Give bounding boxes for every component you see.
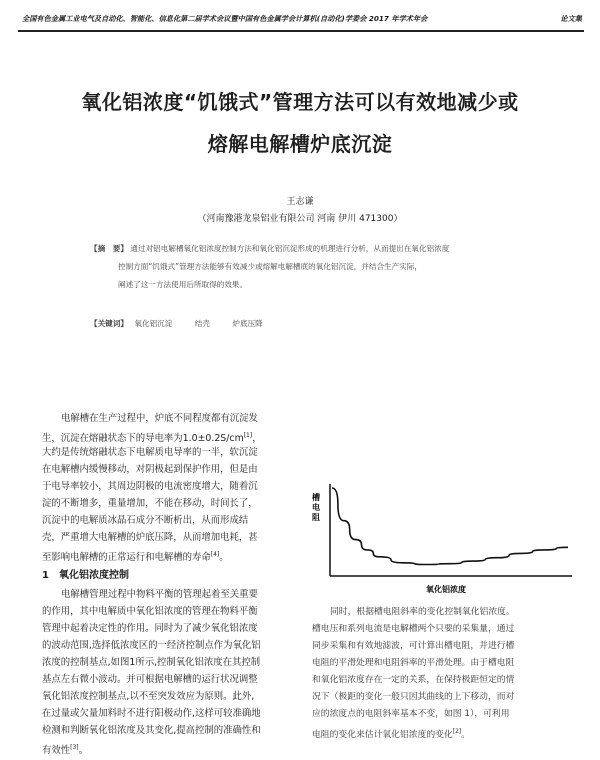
abstract-line: 控制方面“饥饿式”管理方法能够有效减少或熔解电解槽底的氧化铝沉淀，并结合生产实际， bbox=[118, 262, 423, 271]
keyword: 炉底压降 bbox=[232, 319, 263, 328]
paragraph-line: 和氧化铝浓度存在一定的关系，在保持极距恒定的情 bbox=[312, 675, 515, 685]
abstract-line bbox=[90, 240, 520, 258]
paragraph-line: 在过量或欠量加料时不进行阳极动作,这样可较准确地 bbox=[42, 708, 261, 719]
page-header bbox=[22, 14, 582, 28]
keyword: 氧化铝沉淀 bbox=[134, 319, 173, 328]
title-line-2: 熔解电解槽炉底沉淀 bbox=[207, 132, 393, 156]
body-left-para-1 bbox=[42, 410, 294, 563]
paragraph-line: 于电导率较小，其周边阴极的电流密度增大，随着沉 bbox=[42, 481, 258, 492]
header-rule bbox=[18, 30, 584, 32]
paragraph-line: 在电解槽内缓慢移动，对阴极起到保护作用，但是由 bbox=[42, 464, 258, 475]
paragraph-line: 的波动范围,选择低浓度区的一经济控制点作为氧化铝 bbox=[42, 640, 261, 651]
paragraph-line: 电解槽在生产过程中，炉底不同程度都有沉淀发 bbox=[61, 413, 258, 424]
author-affiliation: （河南豫港龙泉铝业有限公司 河南 伊川 471300） bbox=[197, 214, 403, 224]
paragraph-line: 浓度的控制基点,如图1所示,控制氧化铝浓度在其控制 bbox=[42, 657, 261, 668]
paragraph-line: 大约是传统熔融状态下电解质电导率的一半，软沉淀 bbox=[42, 447, 258, 458]
reference-marker: [2] bbox=[452, 728, 462, 735]
author-name: 王志谦 bbox=[286, 197, 314, 207]
paragraph-line: 电解槽管理过程中物料平衡的管理起着至关重要 bbox=[61, 589, 258, 600]
paragraph-line: 管理中起着决定性的作用。同时为了减少氧化铝浓度 bbox=[42, 623, 258, 634]
keyword: 结壳 bbox=[194, 319, 210, 328]
reference-marker: [4] bbox=[210, 551, 220, 558]
paragraph-line: 况下（极距的变化一般只因其曲线的上下移动，而对 bbox=[312, 692, 515, 702]
paragraph-line: 槽电压和系列电流是电解槽两个只要的采集量，通过 bbox=[312, 624, 515, 634]
reference-marker: [3] bbox=[70, 744, 79, 751]
abstract-label: 【摘 要】 bbox=[90, 244, 128, 253]
paragraph-line bbox=[42, 427, 294, 444]
paragraph-line: 同时，根据槽电阻斜率的变化控制氧化铝浓度。 bbox=[330, 607, 515, 617]
x-axis-label: 氧化铝浓度 bbox=[426, 585, 466, 594]
resistance-curve bbox=[332, 488, 568, 565]
y-axis-label-char: 电 bbox=[312, 503, 320, 512]
y-axis-label bbox=[312, 492, 323, 522]
keywords bbox=[90, 318, 279, 329]
paragraph-line: 检测和判断氧化铝浓度及其变化,提高控制的准确性和 bbox=[42, 725, 261, 736]
y-axis-label-char: 槽 bbox=[312, 493, 320, 502]
paragraph-line: 有效性[3]。 bbox=[42, 744, 89, 756]
paragraph-line-text: 生，沉淀在熔融状态下的导电率为1.0±0.2S/cm[1]， bbox=[42, 432, 262, 444]
header-section: 论文集 bbox=[560, 14, 582, 23]
paragraph-line: 壳，严重增大电解槽的炉底压降，从而增加电耗，甚 bbox=[42, 532, 258, 543]
abstract bbox=[90, 240, 520, 294]
resistance-chart bbox=[306, 480, 578, 600]
paragraph-line: 沉淀中的电解质冰晶石成分不断析出，从而形成结 bbox=[42, 515, 249, 526]
title-line-1: 氧化铝浓度“饥饿式”管理方法可以有效地减少或 bbox=[81, 90, 519, 114]
y-axis-label-char: 阻 bbox=[312, 513, 320, 522]
abstract-text: 通过对铝电解槽氧化铝浓度控制方法和氧化铝沉淀形成的机理进行分析，从而提出在氧化铝浓度 bbox=[130, 244, 450, 253]
section-title: 1 氧化铝浓度控制 bbox=[42, 570, 129, 581]
keywords-label: 【关键词】 bbox=[90, 319, 128, 328]
paragraph-line: 氧化铝浓度控制基点,以不至突发效应为原则。此外, bbox=[42, 691, 255, 702]
paragraph-line: 电阻的平滑处理和电阻斜率的平滑处理。由于槽电阻 bbox=[312, 658, 515, 668]
paragraph-line: 同步采集和有效地滤波，可计算出槽电阻，并进行槽 bbox=[312, 641, 515, 651]
body-left-para-2 bbox=[42, 586, 294, 756]
paragraph-line: 淀的不断增多，重量增加，不能在移动，时间长了， bbox=[42, 498, 258, 509]
abstract-line: 阐述了这一方法使用后所取得的效果。 bbox=[118, 280, 248, 289]
paragraph-line: 至影响电解槽的正常运行和电解槽的寿命[4]。 bbox=[42, 551, 229, 563]
header-conference: 全国有色金属工业电气及自动化、智能化、信息化第二届学术会议暨中国有色金属学会计算机(自动化)学委会 2017 年学术年会 bbox=[22, 14, 428, 23]
paragraph-line: 的作用，其中电解质中氧化铝浓度的管理在物料平衡 bbox=[42, 606, 258, 617]
paragraph-line: 基点左右微小波动。并可根据电解槽的运行状况调整 bbox=[42, 674, 258, 685]
paragraph-line: 应的浓度点的电阻斜率基本不变，如图 1），可利用 bbox=[312, 709, 510, 719]
reference-marker: [1] bbox=[243, 432, 253, 439]
paragraph-line: 电阻的变化来估计氧化铝浓度的变化[2]。 bbox=[312, 728, 471, 740]
body-right-para bbox=[312, 604, 568, 740]
